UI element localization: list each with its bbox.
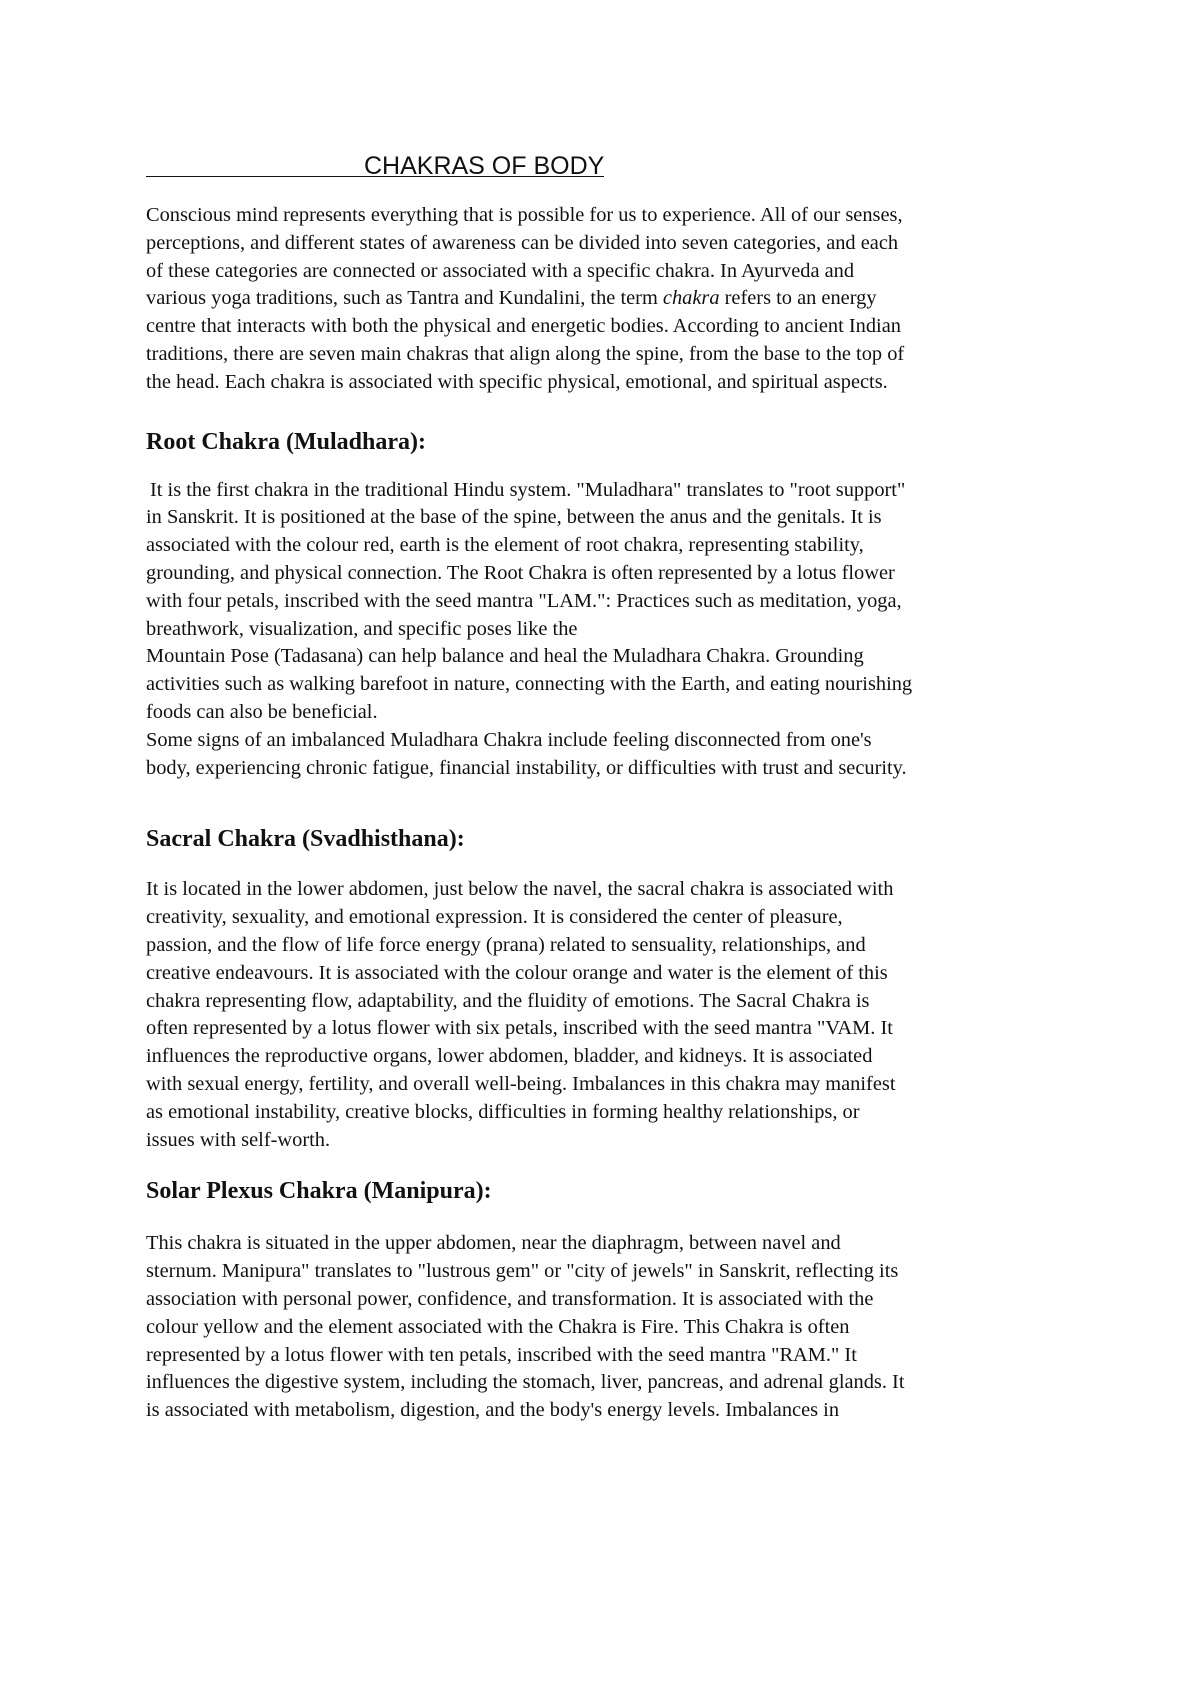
intro-line: various yoga traditions, such as Tantra and Kundalini, the term (146, 287, 663, 310)
paragraph-line: It is the first chakra in the traditional Hindu system. "Muladhara" translates to "root support" (150, 478, 906, 501)
document-page (146, 150, 1076, 1425)
section-heading-root-chakra: Root Chakra (Muladhara): (146, 428, 426, 455)
paragraph-line: It is located in the lower abdomen, just below the navel, the sacral chakra is associated with (146, 878, 894, 901)
document-title: CHAKRAS OF BODY (364, 152, 605, 180)
paragraph-line: as emotional instability, creative blocks, difficulties in forming healthy relationships, or (146, 1100, 860, 1123)
paragraph-line: issues with self-worth. (146, 1128, 331, 1151)
paragraph-line: creativity, sexuality, and emotional expression. It is considered the center of pleasure, (146, 906, 843, 929)
section-paragraph-sacral-chakra (146, 876, 1076, 1154)
section-heading-solar-plexus-chakra: Solar Plexus Chakra (Manipura): (146, 1178, 492, 1205)
section-paragraph-solar-plexus-chakra (146, 1230, 1076, 1425)
paragraph-line: creative endeavours. It is associated with the colour orange and water is the element of this (146, 961, 888, 984)
paragraph-line: associated with the colour red, earth is the element of root chakra, representing stability, (146, 534, 864, 557)
intro-line: Conscious mind represents everything that is possible for us to experience. All of our senses, (146, 204, 903, 226)
paragraph-line: is associated with metabolism, digestion, and the body's energy levels. Imbalances in (146, 1399, 840, 1422)
intro-line: the head. Each chakra is associated with specific physical, emotional, and spiritual aspects. (146, 370, 888, 393)
paragraph-line: passion, and the flow of life force energy (prana) related to sensuality, relationships, and (146, 933, 866, 956)
document-title-row (146, 150, 1076, 182)
paragraph-line: grounding, and physical connection. The Root Chakra is often represented by a lotus flower (146, 561, 895, 584)
paragraph-line: body, experiencing chronic fatigue, financial instability, or difficulties with trust and security. (146, 756, 907, 779)
paragraph-line: in Sanskrit. It is positioned at the base of the spine, between the anus and the genitals. It is (146, 506, 882, 529)
intro-emphasis-chakra: chakra (662, 287, 720, 310)
paragraph-line: with sexual energy, fertility, and overall well-being. Imbalances in this chakra may manifest (146, 1072, 896, 1095)
paragraph-line: Some signs of an imbalanced Muladhara Chakra include feeling disconnected from one's (146, 728, 872, 751)
paragraph-line: colour yellow and the element associated with the Chakra is Fire. This Chakra is often (146, 1315, 850, 1338)
paragraph-line: with four petals, inscribed with the seed mantra "LAM.": Practices such as meditation, yoga, (146, 589, 902, 612)
section-paragraph-root-chakra (146, 477, 1076, 783)
section-heading-sacral-chakra: Sacral Chakra (Svadhisthana): (146, 826, 465, 853)
intro-line: traditions, there are seven main chakras that align along the spine, from the base to the top of (146, 342, 905, 365)
paragraph-line: chakra representing flow, adaptability, and the fluidity of emotions. The Sacral Chakra is (146, 989, 870, 1012)
paragraph-line: This chakra is situated in the upper abdomen, near the diaphragm, between navel and (146, 1232, 841, 1255)
intro-paragraph (146, 202, 1076, 397)
title-underline-lead (146, 150, 364, 177)
paragraph-line: sternum. Manipura" translates to "lustrous gem" or "city of jewels" in Sanskrit, reflecting its (146, 1260, 899, 1283)
paragraph-line: breathwork, visualization, and specific poses like the (146, 617, 578, 640)
intro-line: centre that interacts with both the physical and energetic bodies. According to ancient Indian (146, 315, 901, 338)
paragraph-line: influences the reproductive organs, lower abdomen, bladder, and kidneys. It is associated (146, 1045, 873, 1068)
paragraph-line: foods can also be beneficial. (146, 700, 378, 723)
intro-line: refers to an energy (719, 287, 877, 310)
paragraph-line: represented by a lotus flower with ten petals, inscribed with the seed mantra "RAM." It (146, 1343, 857, 1366)
paragraph-line: association with personal power, confidence, and transformation. It is associated with the (146, 1287, 874, 1310)
intro-line: of these categories are connected or associated with a specific chakra. In Ayurveda and (146, 259, 855, 282)
intro-line: perceptions, and different states of awareness can be divided into seven categories, and each (146, 231, 899, 254)
paragraph-line: activities such as walking barefoot in nature, connecting with the Earth, and eating nourishing (146, 673, 913, 696)
paragraph-line: often represented by a lotus flower with six petals, inscribed with the seed mantra "VAM. It (146, 1017, 893, 1040)
paragraph-line: influences the digestive system, including the stomach, liver, pancreas, and adrenal glands. It (146, 1371, 905, 1394)
paragraph-line: Mountain Pose (Tadasana) can help balance and heal the Muladhara Chakra. Grounding (146, 645, 864, 668)
